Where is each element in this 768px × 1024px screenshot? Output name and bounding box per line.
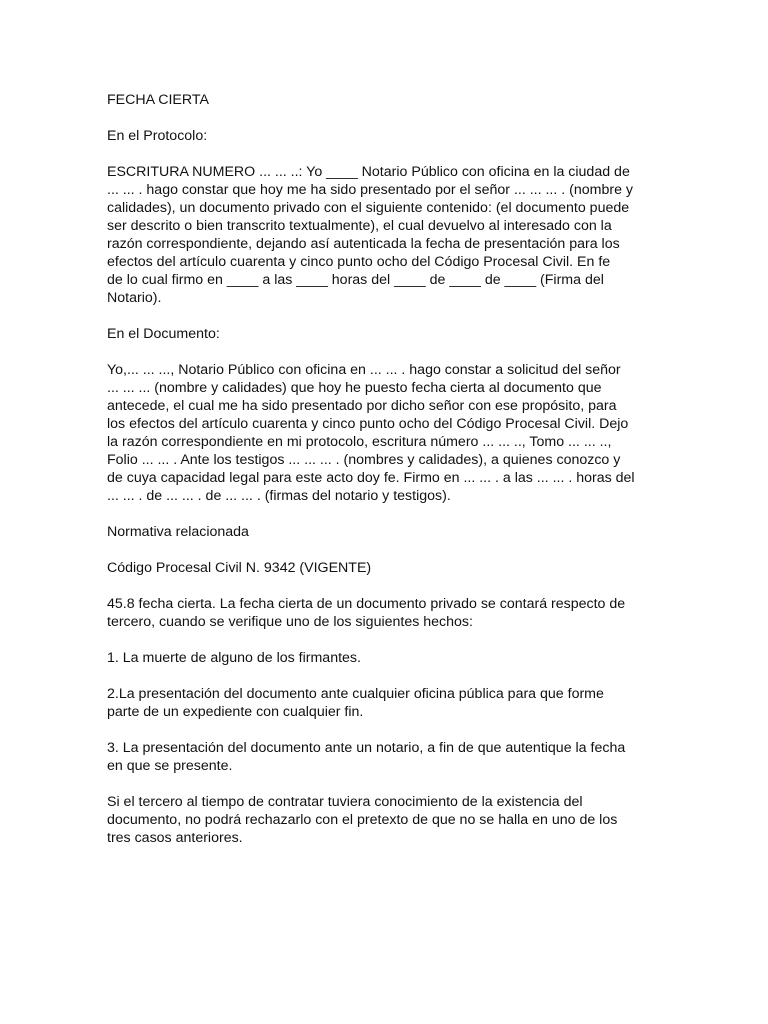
list-item-1: 1. La muerte de alguno de los firmantes.	[107, 650, 361, 666]
article-paragraph: 45.8 fecha cierta. La fecha cierta de un documento privado se contará respecto de tercero, cuando se verifique uno de los siguientes hechos:	[107, 596, 626, 630]
closing-paragraph: Si el tercero al tiempo de contratar tuviera conocimiento de la existencia del documento, no podrá rechazarlo con el pretexto de que no se halla en uno de los tres casos anteriores.	[107, 794, 618, 846]
document-heading: En el Documento:	[107, 326, 220, 342]
document-title: FECHA CIERTA	[107, 92, 209, 108]
related-regulations-heading: Normativa relacionada	[107, 524, 249, 540]
code-reference: Código Procesal Civil N. 9342 (VIGENTE)	[107, 560, 372, 576]
protocol-paragraph: ESCRITURA NUMERO ... ... ..: Yo ____ Notario Público con oficina en la ciudad de ... ... . hago constar que hoy me ha sido presentado por el señor ... ... ... . (nombre y calidades), un documento privado con el siguiente contenido: (el documento puede ser descrito o bien transcrito textualmente), el cual devuelvo al interesado con la razón correspondiente, dejando así autenticada la fecha de presentación para los efectos del artículo cuarenta y cinco punto ocho del Código Procesal Civil. En fe de lo cual firmo en ____ a las ____ horas del ____ de ____ de ____ (Firma del Notario).	[107, 164, 634, 306]
list-item-2: 2.La presentación del documento ante cualquier oficina pública para que forme parte de un expediente con cualquier fin.	[107, 686, 604, 720]
protocol-heading: En el Protocolo:	[107, 128, 208, 144]
document-body	[107, 91, 667, 865]
list-item-3: 3. La presentación del documento ante un notario, a fin de que autentique la fecha en que se presente.	[107, 740, 626, 774]
document-paragraph: Yo,... ... ..., Notario Público con oficina en ... ... . hago constar a solicitud del señor ... ... ... (nombre y calidades) que hoy he puesto fecha cierta al documento que antecede, el cual me ha sido presentado por dicho señor con ese propósito, para los efectos del artículo cuarenta y cinco punto ocho del Código Procesal Civil. Dejo la razón correspondiente en mi protocolo, escritura número ... ... .., Tomo ... ... .., Folio ... ... . Ante los testigos ... ... ... . (nombres y calidades), a quienes conozco y de cuya capacidad legal para este acto doy fe. Firmo en ... ... . a las ... ... . horas del ... ... . de ... ... . de ... ... . (firmas del notario y testigos).	[107, 362, 635, 504]
